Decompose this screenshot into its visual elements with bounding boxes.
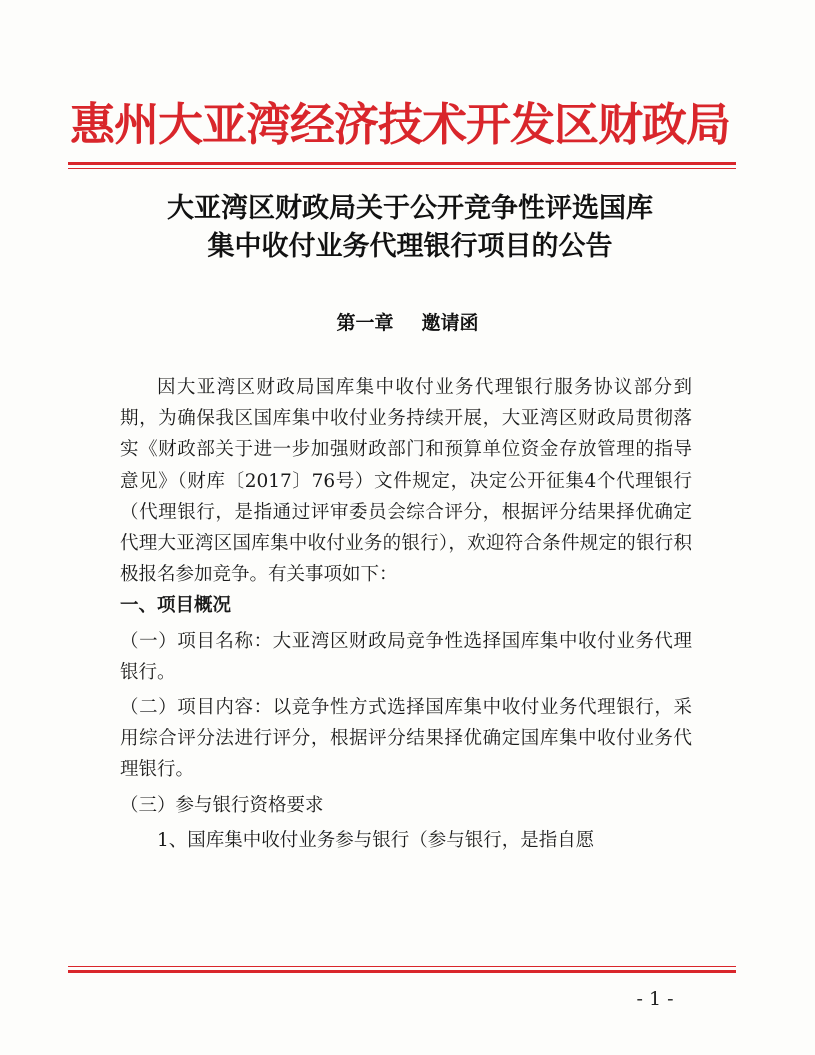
section-heading-project-overview: 一、项目概况 <box>120 595 232 617</box>
footer-rule-thick-line <box>68 970 736 973</box>
rule-thick-line <box>68 162 736 165</box>
footer-red-rule <box>68 966 736 973</box>
masthead-title: 惠州大亚湾经济技术开发区财政局 <box>69 98 730 151</box>
rule-thin-line <box>68 168 736 169</box>
chapter-heading <box>0 308 815 335</box>
document-title <box>90 190 730 266</box>
item-participating-bank: 1、国库集中收付业务参与银行（参与银行，是指自愿 <box>157 829 595 851</box>
item-qualification-requirements: （三）参与银行资格要求 <box>120 794 324 816</box>
document-body <box>120 372 692 856</box>
chapter-number: 第一章 <box>336 312 394 334</box>
masthead-red-rule <box>68 162 736 169</box>
intro-paragraph: 因大亚湾区财政局国库集中收付业务代理银行服务协议部分到期，为确保我区国库集中收付业务持续开展，大亚湾区财政局贯彻落实《财政部关于进一步加强财政部门和预算单位资金存放管理的指导意见》（财库〔2017〕76号）文件规定，决定公开征集4个代理银行（代理银行，是指通过评审委员会综合评分，根据评分结果择优确定代理大亚湾区国库集中收付业务的银行），欢迎符合条件规定的银行积极报名参加竞争。有关事项如下： <box>120 377 692 586</box>
footer-rule-thin-line <box>68 966 736 967</box>
item-project-content: （二）项目内容：以竞争性方式选择国库集中收付业务代理银行，采用综合评分法进行评分，根据评分结果择优确定国库集中收付业务代理银行。 <box>120 697 692 781</box>
title-line-2: 集中收付业务代理银行项目的公告 <box>207 231 613 262</box>
title-line-1: 大亚湾区财政局关于公开竞争性评选国库 <box>167 193 653 224</box>
page-number: - 1 - <box>636 988 674 1010</box>
chapter-name: 邀请函 <box>421 312 479 334</box>
item-project-name: （一）项目名称：大亚湾区财政局竞争性选择国库集中收付业务代理银行。 <box>120 630 692 683</box>
